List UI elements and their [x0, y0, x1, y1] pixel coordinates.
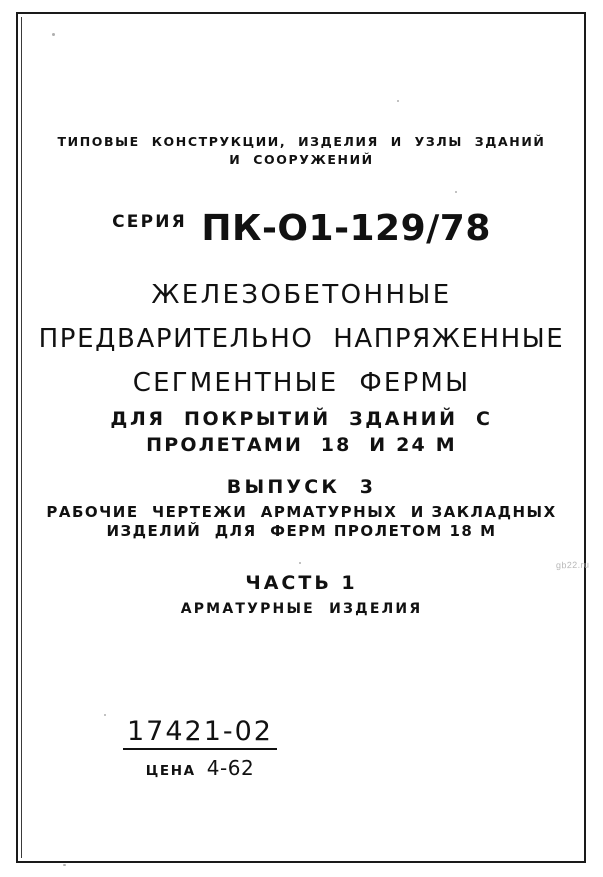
title-line-3: СЕГМЕНТНЫЕ ФЕРМЫ — [132, 368, 471, 398]
part-description: АРМАТУРНЫЕ ИЗДЕЛИЯ — [180, 601, 423, 617]
price-row — [100, 756, 300, 780]
scan-speck — [63, 864, 66, 866]
subtitle-line-1: ДЛЯ ПОКРЫТИЙ ЗДАНИЙ С — [110, 408, 493, 430]
scan-speck — [104, 714, 106, 716]
price-value: 4-62 — [206, 756, 255, 780]
document-code-number: 17421-02 — [123, 716, 277, 750]
header-line-2: И СООРУЖЕНИЙ — [229, 152, 374, 167]
scan-speck — [397, 100, 399, 102]
code-block — [100, 716, 300, 780]
series-code: ПК-О1-129/78 — [201, 208, 491, 249]
title-line-2: ПРЕДВАРИТЕЛЬНО НАПРЯЖЕННЫЕ — [38, 324, 565, 354]
part-label: ЧАСТЬ 1 — [245, 572, 358, 594]
header-line-1: ТИПОВЫЕ КОНСТРУКЦИИ, ИЗДЕЛИЯ И УЗЛЫ ЗДАНИЙ — [57, 134, 546, 149]
subtitle-line-2: ПРОЛЕТАМИ 18 И 24 М — [146, 434, 457, 456]
issue-label: ВЫПУСК 3 — [226, 476, 377, 498]
issue-description-line-2: ИЗДЕЛИЙ ДЛЯ ФЕРМ ПРОЛЕТОМ 18 М — [106, 522, 497, 540]
scan-speck — [52, 33, 55, 36]
scan-speck — [299, 562, 301, 564]
watermark-text: gb22.ru — [555, 559, 590, 571]
series-row — [0, 208, 603, 249]
scan-speck — [455, 191, 457, 193]
series-label: СЕРИЯ — [112, 212, 187, 232]
issue-description-line-1: РАБОЧИЕ ЧЕРТЕЖИ АРМАТУРНЫХ И ЗАКЛАДНЫХ — [46, 503, 557, 521]
price-label: ЦЕНА — [145, 763, 196, 779]
title-line-1: ЖЕЛЕЗОБЕТОННЫЕ — [151, 280, 452, 310]
